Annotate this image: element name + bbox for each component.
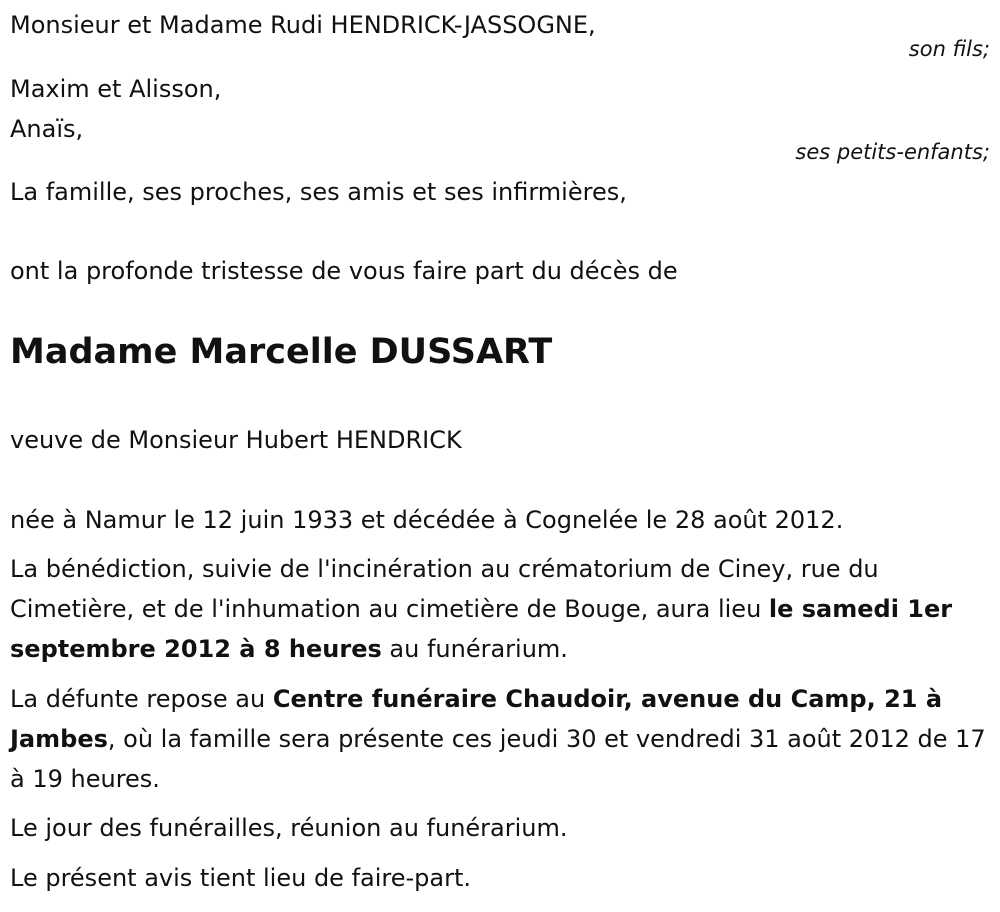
ceremony-paragraph	[10, 549, 995, 669]
ceremony-text-before: La bénédiction, suivie de l'incinération au crématorium de Ciney, rue du Cimetière, et de l'inhumation au cimetière de Bouge, aura lieu	[10, 555, 879, 623]
grandchildren-line-2: Anaïs,	[10, 115, 84, 143]
birth-death-line: née à Namur le 12 juin 1933 et décédée à Cognelée le 28 août 2012.	[10, 506, 844, 534]
ceremony-date: le samedi 1er septembre 2012 à 8 heures	[10, 595, 953, 663]
visitation-text-after: , où la famille sera présente ces jeudi 30 et vendredi 31 août 2012 de 17 à 19 heures.	[10, 725, 986, 793]
visitation-place: Centre funéraire Chaudoir, avenue du Camp, 21 à Jambes	[10, 685, 943, 753]
notice-line: Le présent avis tient lieu de faire-part.	[10, 864, 472, 892]
son-line: Monsieur et Madame Rudi HENDRICK-JASSOGNE,	[10, 11, 596, 39]
deceased-name: Madame Marcelle DUSSART	[10, 332, 553, 372]
visitation-text-before: La défunte repose au	[10, 685, 273, 713]
grandchildren-line-1: Maxim et Alisson,	[10, 75, 222, 103]
intro-line: ont la profonde tristesse de vous faire part du décès de	[10, 257, 678, 285]
meeting-line: Le jour des funérailles, réunion au funérarium.	[10, 814, 568, 842]
son-role: son fils;	[908, 37, 990, 61]
grandchildren-role: ses petits-enfants;	[795, 140, 990, 164]
ceremony-text-after: au funérarium.	[381, 635, 568, 663]
widow-line: veuve de Monsieur Hubert HENDRICK	[10, 426, 462, 454]
visitation-paragraph	[10, 679, 995, 799]
others-line: La famille, ses proches, ses amis et ses infirmières,	[10, 178, 627, 206]
